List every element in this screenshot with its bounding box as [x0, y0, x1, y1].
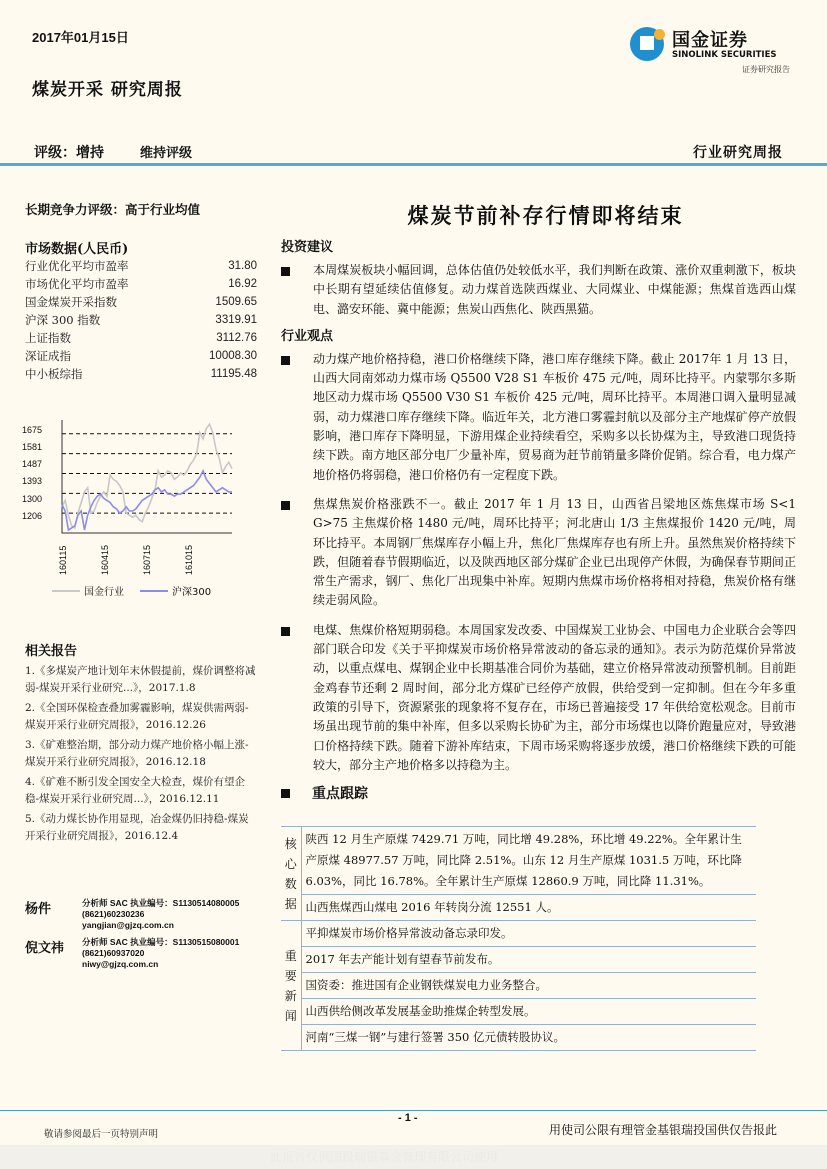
core-data-label: 核心数据 [281, 827, 301, 921]
y-tick: 1675 [22, 425, 43, 435]
y-tick: 1300 [22, 494, 43, 504]
watermark: 此报告仅供国投瑞银基金管理有限公司使用 [270, 1150, 499, 1164]
legend-swatch-icon [140, 590, 168, 592]
md-value: 31.80 [228, 260, 257, 272]
analyst-phone: (8621)60937020 [82, 948, 145, 958]
tracking-header [281, 783, 796, 803]
invest-bullet [281, 261, 796, 319]
legend-item [52, 583, 124, 598]
related-report-link[interactable]: 5.《动力煤长协作用显现，冶金煤仍旧持稳-煤炭开采行业研究周报》，2016.12.4 [25, 813, 249, 842]
left-sidebar [25, 200, 257, 383]
news-cell: 国资委：推进国有企业钢铁煤炭电力业务整合。 [301, 973, 756, 999]
analyst-email[interactable]: yangjian@gjzq.com.cn [82, 920, 174, 930]
bullet-text: 本周煤炭板块小幅回调，总体估值仍处较低水平，我们判断在政策、涨价双重刺激下，板块中长期有望延续估值修复。动力煤首选陕西煤业、大同煤业、中煤能源；焦煤首选西山煤电、潞安环能、冀中能源；焦炭山西焦化、陕西黑猫。 [313, 263, 796, 316]
market-data-row [25, 311, 257, 329]
analyst-card [25, 937, 265, 970]
y-tick: 1487 [22, 459, 43, 469]
md-value: 3112.76 [216, 332, 257, 344]
table-row [281, 827, 756, 895]
x-tick: 161015 [184, 544, 194, 575]
bullet-square-icon [281, 501, 290, 510]
x-tick: 160115 [58, 545, 68, 575]
tracking-title: 重点跟踪 [312, 786, 368, 803]
analyst-info [82, 898, 239, 931]
invest-title: 投资建议 [281, 240, 334, 255]
market-data-row [25, 365, 257, 383]
x-tick: 160415 [100, 544, 110, 575]
y-tick: 1393 [22, 476, 43, 486]
company-logo [630, 25, 792, 77]
table-row [281, 947, 756, 973]
market-data-row [25, 329, 257, 347]
md-value: 3319.91 [215, 314, 257, 326]
market-data-row [25, 275, 257, 293]
market-data-row [25, 347, 257, 365]
analyst-name: 杨件 [25, 902, 52, 917]
tracking-table [281, 826, 756, 1051]
logo-en-text: SINOLINK SECURITIES [672, 50, 777, 60]
md-value: 1509.65 [215, 296, 257, 308]
headline: 煤炭节前补存行情即将结束 [407, 203, 684, 228]
core-data-cell: 陕西 12 月生产原煤 7429.71 万吨，同比增 49.28%，环比增 49.22%。全年累计生产原煤 48977.57 万吨，同比降 2.51%。山东 12 月生产原煤 1031.5 万吨，环比降 6.03%，同比 16.78%。全年累计生产原煤 12860.9 万吨，同比降 11.31%。 [301, 827, 756, 895]
legend-label: 国金行业 [84, 587, 124, 598]
related-report-link[interactable]: 2.《全国环保检查叠加雾霾影响，煤炭供需两弱-煤炭开采行业研究周报》，2016.12.26 [25, 702, 249, 731]
core-data-cell: 山西焦煤西山煤电 2016 年转岗分流 12551 人。 [301, 895, 756, 921]
md-value: 10008.30 [209, 350, 257, 362]
analyst-info [82, 937, 239, 970]
bullet-square-icon [281, 267, 290, 276]
view-title: 行业观点 [281, 328, 334, 344]
market-data-table [25, 257, 257, 383]
bullet-text: 焦煤焦炭价格涨跌不一。截止 2017 年 1 月 13 日，山西省吕梁地区炼焦煤市场 S<1 G>75 主焦煤价格 1480 元/吨，周环比持平；河北唐山 1/3 主焦煤报价 1420 元/吨，周环比持平。本周钢厂焦煤库存小幅上升，焦化厂焦煤库存也有所上升。虽然焦炭价格持续下跌，但随着春节假期临近，以及陕西地区部分煤矿企业已出现停产休假，为确保春节期间正常生产需求，钢厂、焦化厂出现集中补库。短期内焦煤市场价格将相对持稳，焦炭价格有继续走弱风险。 [313, 496, 796, 608]
chart-legend [52, 583, 211, 598]
legend-label: 沪深300 [172, 587, 212, 598]
view-bullet [281, 495, 796, 611]
rating-row [34, 142, 192, 162]
rating-action: 维持评级 [140, 146, 193, 161]
md-label: 中小板综指 [25, 367, 83, 381]
logo-subtitle: 证券研究报告 [742, 65, 790, 74]
view-bullet [281, 621, 796, 775]
report-type: 行业研究周报 [693, 145, 783, 161]
md-value: 11195.48 [210, 368, 257, 380]
y-tick: 1206 [22, 511, 43, 521]
md-label: 国金煤炭开采指数 [25, 295, 117, 309]
related-report-link[interactable]: 1.《多煤炭产地计划年末休假提前，煤价调整将减弱-煤炭开采行业研究...》，2017.1.8 [25, 665, 256, 694]
analyst-card [25, 898, 265, 931]
analyst-email[interactable]: niwy@gjzq.com.cn [82, 959, 159, 969]
table-row [281, 895, 756, 921]
analyst-name: 倪文祎 [25, 941, 65, 956]
related-reports [25, 640, 257, 848]
legend-item [140, 583, 211, 598]
bullet-square-icon [281, 627, 290, 636]
news-cell: 平抑煤炭市场价格异常波动备忘录印发。 [301, 921, 756, 947]
md-label: 上证指数 [25, 331, 71, 345]
related-report-link[interactable]: 3.《矿难整治期，部分动力煤产地价格小幅上涨-煤炭开采行业研究周报》，2016.12.18 [25, 739, 249, 768]
news-label: 重要新闻 [281, 921, 301, 1051]
rating-label: 评级：增持 [34, 145, 104, 161]
long-term-rating: 长期竞争力评级：高于行业均值 [25, 202, 201, 217]
md-label: 沪深 300 指数 [25, 313, 101, 327]
report-date: 2017年01月15日 [32, 30, 129, 45]
logo-cn-text: 国金证券 [672, 30, 748, 51]
legend-swatch-icon [52, 590, 80, 592]
market-data-row [25, 257, 257, 275]
bullet-square-icon [281, 789, 290, 798]
main-content [281, 200, 796, 803]
table-row [281, 999, 756, 1025]
header-divider [0, 163, 827, 166]
bullet-square-icon [281, 356, 290, 365]
md-value: 16.92 [228, 278, 257, 290]
news-cell: 2017 年去产能计划有望春节前发布。 [301, 947, 756, 973]
index-chart [22, 415, 242, 605]
bullet-text: 动力煤产地价格持稳，港口价格继续下降，港口库存继续下降。截止 2017年 1 月 13 日，山西大同南郊动力煤市场 Q5500 V28 S1 车板价 475 元/吨，周环比持平。内蒙鄂尔多斯地区动力煤市场 Q5500 V30 S1 车板价 425 元/吨，周环比持平。本周港口调入量明显减弱，动力煤港口库存继续下降。临近年关，北方港口雾霾封航以及部分主产地煤矿停产放假影响，港口库存下降明显，下游用煤企业持续看空，采购多以长协煤为主，导致港口现货持续下跌。南方地区部分电厂少量补库，贸易商为赶节前销量多降价促销。综合看，电力煤产地价格仍将弱稳，港口价格仍有一定程度下跌。 [313, 351, 796, 482]
bullet-text: 电煤、焦煤价格短期弱稳。本周国家发改委、中国煤炭工业协会、中国电力企业联合会等四部门联合印发《关于平抑煤炭市场价格异常波动的备忘录的通知》。表示为防范煤价异常波动，以重点煤电、煤钢企业中长期基准合同价为基础，建立价格异常波动预警机制。目前距金鸡春节还剩 2 周时间，部分北方煤矿已经停产放假，供给受到一定抑制。但在今年多重政策的引导下，资源紧张的现象将不复存在，市场已普遍接受 17 年供给宽松观念。目前市场虽出现节前的集中补库，但多以采购长协矿为主，部分市场煤也以降价跑量应对，导致港口价格持续下跌。随着下游补库结束，下周市场采购将逐步放缓，港口价格继续下跌的可能较大，部分主产地价格多以持稳为主。 [313, 622, 796, 772]
table-row [281, 921, 756, 947]
footer-divider [0, 1110, 827, 1111]
view-bullet [281, 350, 796, 485]
md-label: 行业优化平均市盈率 [25, 259, 129, 273]
sector-title: 煤炭开采 研究周报 [32, 80, 183, 100]
analysts [25, 898, 265, 976]
analyst-phone: (8621)60230236 [82, 909, 145, 919]
news-cell: 河南“三煤一钢”与建行签署 350 亿元债转股协议。 [301, 1025, 756, 1051]
md-label: 市场优化平均市盈率 [25, 277, 129, 291]
page-number: - 1 - [398, 1112, 418, 1124]
market-data-row [25, 293, 257, 311]
analyst-sac: 分析师 SAC 执业编号：S1130515080001 [82, 937, 240, 947]
md-label: 深证成指 [25, 349, 71, 363]
related-title: 相关报告 [25, 644, 78, 659]
table-row [281, 973, 756, 999]
footer-right-text: 用使司公限有理管金基银瑞投国供仅告报此 [548, 1123, 777, 1137]
analyst-sac: 分析师 SAC 执业编号：S1130514080005 [82, 898, 240, 908]
x-tick: 160715 [142, 544, 152, 575]
chart-plot [22, 415, 242, 605]
related-report-link[interactable]: 4.《矿难不断引发全国安全大检查，煤价有望企稳-煤炭开采行业研究周...》，2016.12.11 [25, 776, 246, 805]
disclaimer: 敬请参阅最后一页特别声明 [44, 1129, 159, 1140]
market-data-title: 市场数据(人民币) [25, 242, 129, 257]
y-tick: 1581 [22, 442, 43, 452]
table-row [281, 1025, 756, 1051]
news-cell: 山西供给侧改革发展基金助推煤企转型发展。 [301, 999, 756, 1025]
logo-dot-icon [654, 29, 665, 40]
